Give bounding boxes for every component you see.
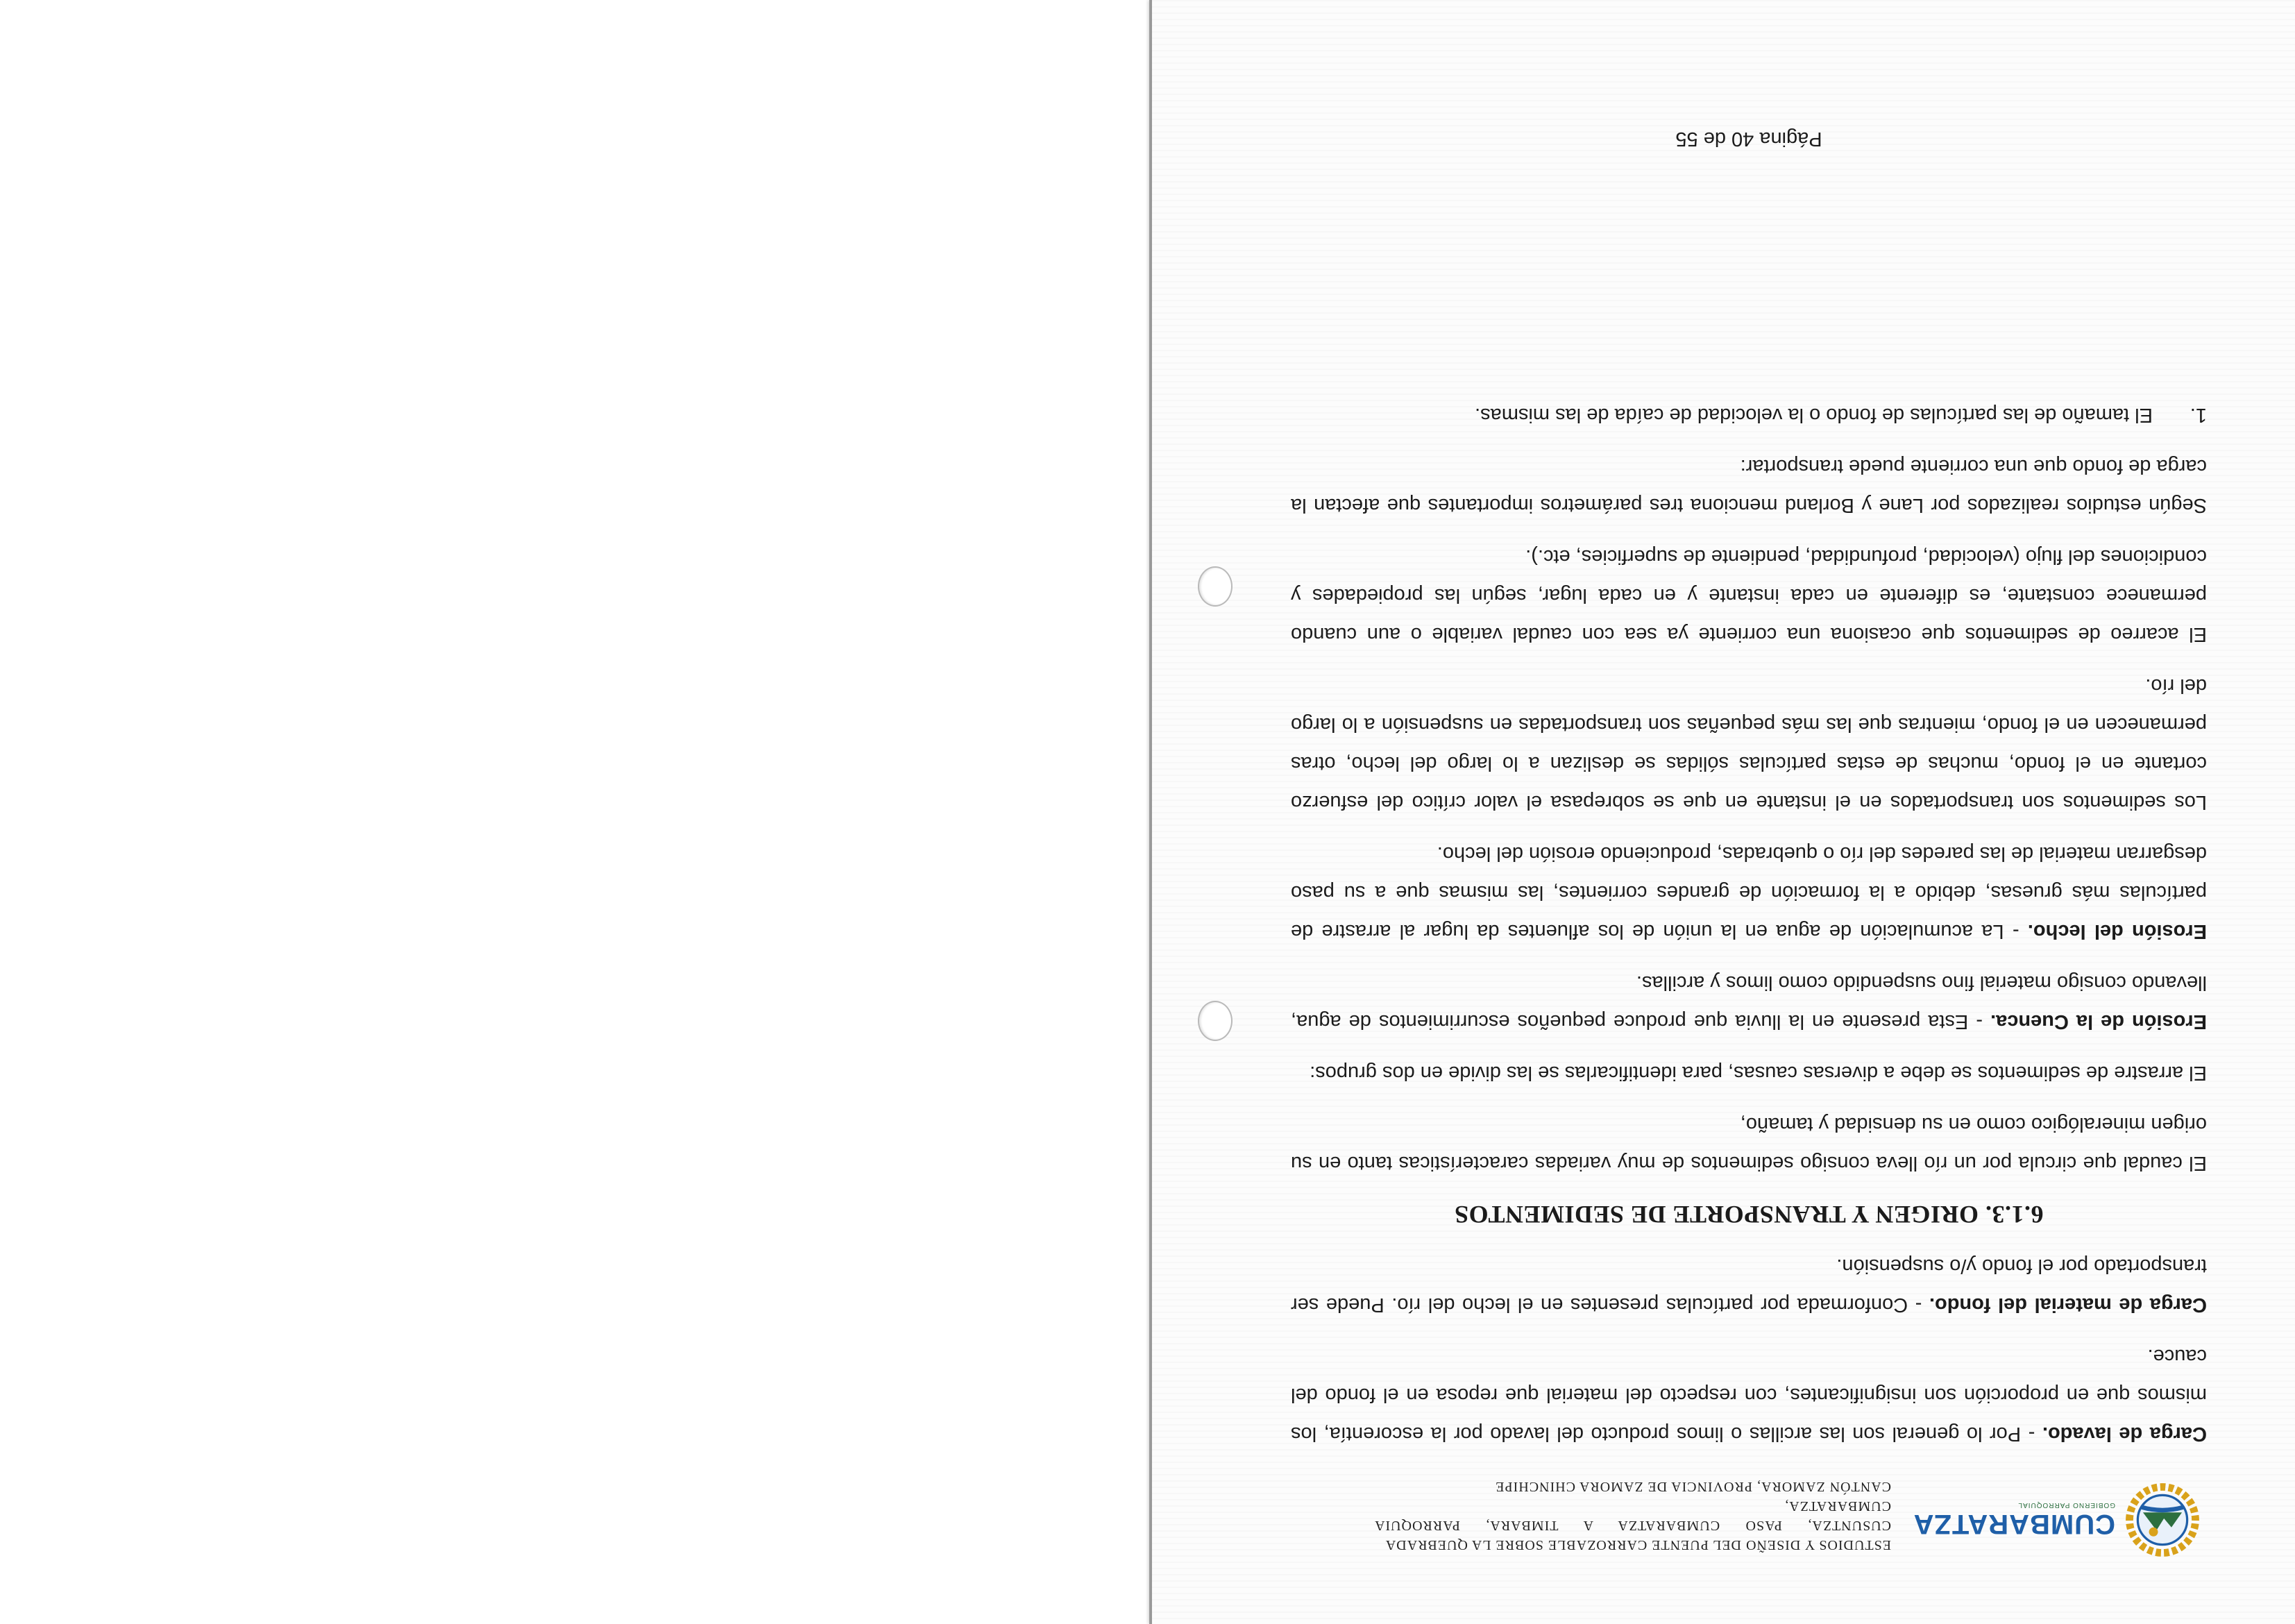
project-title-line: CUSUNTZA, PASO CUMBARATZA A TIMBARA, PARROQUIA CUMBARATZA, (1374, 1498, 1891, 1533)
logo-name: CUMBARATZA (1913, 1509, 2115, 1539)
punch-hole-bottom (1198, 1001, 1233, 1041)
paragraph-acarreo: El acarreo de sedimentos que ocasiona una corriente ya sea con caudal variable o aun cuando permanece constante, es diferente en cada instante y en cada lugar, según las propiedades y condiciones del flujo (velocidad, profundidad, pendiente de superficies, etc.). (1291, 545, 2207, 645)
project-title-line: CANTÓN ZAMORA, PROVINCIA DE ZAMORA CHINCHIPE (1495, 1479, 1891, 1494)
term-carga-lavado: Carga de lavado. (2042, 1423, 2207, 1445)
list-number: 1. (2190, 404, 2207, 426)
scanned-page (1149, 0, 2295, 1624)
punch-hole-top (1198, 566, 1233, 607)
page-body (1291, 396, 2207, 1453)
project-title (1374, 1477, 1891, 1555)
paragraph-carga-fondo (1291, 1246, 2207, 1324)
paragraph-text: - La acumulación de agua en la unión de los afluentes da lugar al arrastre de partículas más gruesas, debido a la formación de grandes corrientes, las mismas que a su paso desgarran material de las paredes del río o quebradas, produciendo erosión del lecho. (1291, 843, 2207, 942)
cumbaratza-emblem-icon (2125, 1482, 2200, 1557)
project-title-line: ESTUDIOS Y DISEÑO DEL PUENTE CARROZABLE SOBRE LA QUEBRADA (1384, 1537, 1891, 1553)
paragraph-text: - Conformada por partículas presentes en el lecho del río. Puede ser transportado por el fondo y/o suspensión. (1291, 1255, 2207, 1316)
term-erosion-lecho: Erosión del lecho. (2027, 920, 2207, 942)
list-item (1291, 396, 2207, 434)
term-carga-fondo: Carga de material del fondo. (1929, 1294, 2207, 1316)
list-item-text: El tamaño de las partículas de fondo o la velocidad de caída de las mismas. (1475, 404, 2153, 426)
logo-text (1907, 1501, 2115, 1538)
page-number: Página 40 de 55 (1675, 128, 1822, 150)
paragraph-lane-borland: Según estudios realizados por Lane y Borland menciona tres parámetros importantes que afectan la carga de fondo que una corriente puede transportar: (1291, 455, 2207, 516)
paragraph-caudal: El caudal que circula por un río lleva consigo sedimentos de muy variadas características tanto en su origen mineralógico como en su densidad y tamaño, (1291, 1113, 2207, 1174)
paragraph-erosion-lecho (1291, 834, 2207, 951)
section-heading: 6.1.3. ORIGEN Y TRANSPORTE DE SEDIMENTOS (1454, 1201, 2044, 1228)
paragraph-text: - Esta presente en la lluvia que produce pequeños escurrimientos de agua, llevando consigo material fino suspendido como limos y arcillas. (1291, 972, 2207, 1033)
paragraph-text: - Por lo general son las arcillas o limos producto del lavado por la escorentía, los mismos que en proporción son insignificantes, con respecto del material que reposa en el fondo del cauce. (1291, 1345, 2207, 1445)
paragraph-erosion-cuenca (1291, 963, 2207, 1041)
page-content-rotated (1291, 97, 2207, 1562)
paragraph-sedimentos: Los sedimentos son transportados en el instante en que se sobrepasa el valor crítico del esfuerzo cortante en el fondo, muchas de estas partículas sólidas se deslizan a lo largo del lecho, otras permanecen en el fondo, mientras que las más pequeñas son transportadas en suspensión a lo largo del río. (1291, 675, 2207, 813)
paragraph-carga-lavado (1291, 1337, 2207, 1453)
page-header (1291, 1478, 2207, 1562)
paragraph-arrastre: El arrastre de sedimentos se debe a diversas causas, para identificarlas se las divide en dos grupos: (1310, 1062, 2207, 1084)
logo-tagline: GOBIERNO PARROQUIAL (2017, 1501, 2115, 1509)
term-erosion-cuenca: Erosión de la Cuenca. (1990, 1010, 2207, 1033)
